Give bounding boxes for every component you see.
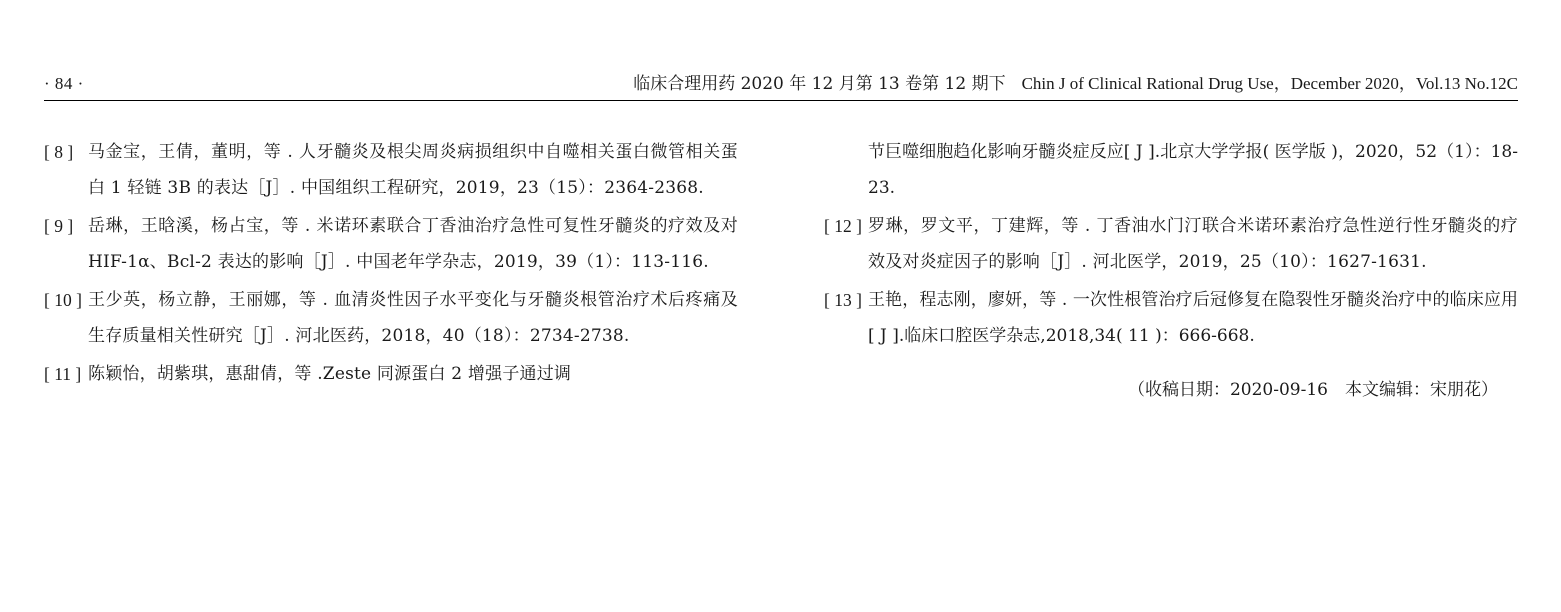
running-head <box>44 62 1518 96</box>
header-rule <box>44 100 1518 101</box>
left-column <box>44 134 738 408</box>
reference-item <box>44 356 738 392</box>
reference-text: 王少英，杨立静，王丽娜，等 . 血清炎性因子水平变化与牙髓炎根管治疗术后疼痛及生存质量相关性研究［J］. 河北医药，2018，40（18）：2734-2738. <box>88 290 738 346</box>
reference-item <box>44 208 738 280</box>
journal-title-cn: 临床合理用药 2020 年 12 月第 13 卷第 12 期下 <box>633 74 1006 94</box>
journal-title-en: Chin J of Clinical Rational Drug Use，December 2020，Vol.13 No.12C <box>1021 74 1518 93</box>
reference-number: [ 9 ] <box>44 216 74 236</box>
reference-text: 岳琳，王晗溪，杨占宝，等 . 米诺环素联合丁香油治疗急性可复性牙髓炎的疗效及对 HIF-1α、Bcl-2 表达的影响［J］. 中国老年学杂志，2019，39（1）：113-116. <box>88 216 738 272</box>
reference-text: 王艳，程志刚，廖妍，等 . 一次性根管治疗后冠修复在隐裂性牙髓炎治疗中的临床应用[ J ].临床口腔医学杂志,2018,34( 11 )：666-668. <box>868 290 1518 346</box>
page-number: · 84 · <box>44 74 84 93</box>
reference-text: 罗琳，罗文平，丁建辉，等 . 丁香油水门汀联合米诺环素治疗急性逆行性牙髓炎的疗效及对炎症因子的影响［J］. 河北医学，2019，25（10）：1627-1631. <box>868 216 1518 272</box>
reference-item-continuation <box>824 134 1518 206</box>
reference-number: [ 8 ] <box>44 142 74 162</box>
reference-text: 节巨噬细胞趋化影响牙髓炎症反应[ J ].北京大学学报( 医学版 )，2020，52（1）：18-23. <box>868 142 1518 198</box>
received-date-and-editor: （收稿日期：2020-09-16 本文编辑：宋朋花） <box>1127 380 1498 400</box>
reference-item <box>44 282 738 354</box>
right-column <box>824 134 1518 408</box>
reference-text: 陈颖怡，胡紫琪，惠甜倩，等 .Zeste 同源蛋白 2 增强子通过调 <box>88 364 572 384</box>
reference-number: [ 11 ] <box>44 364 82 384</box>
reference-number <box>824 134 868 206</box>
reference-text: 马金宝，王倩，董明，等 . 人牙髓炎及根尖周炎病损组织中自噬相关蛋白微管相关蛋白 1 轻链 3B 的表达［J］. 中国组织工程研究，2019，23（15）：2364-2368. <box>88 142 738 198</box>
journal-title <box>84 69 1518 96</box>
reference-number: [ 10 ] <box>44 290 82 310</box>
reference-columns <box>44 134 1518 408</box>
reference-item <box>824 282 1518 354</box>
reference-item <box>44 134 738 206</box>
reference-item <box>824 208 1518 280</box>
reference-number: [ 13 ] <box>824 290 862 310</box>
reference-number: [ 12 ] <box>824 216 862 236</box>
